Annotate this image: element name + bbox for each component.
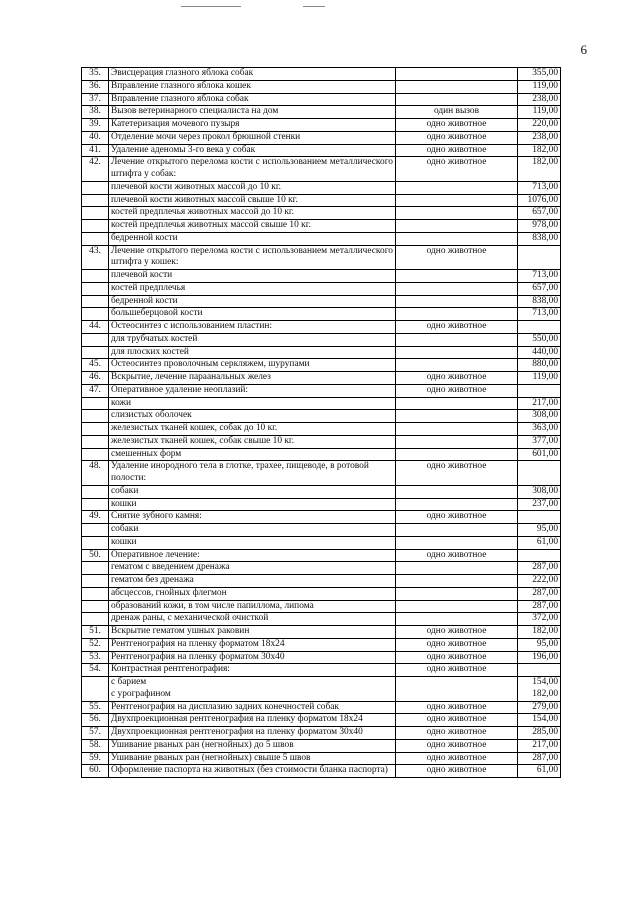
price-cell: 237,00 [518,498,561,511]
row-number-cell [82,600,109,613]
row-number-cell: 36. [82,80,109,93]
service-name-cell: для плоских костей [109,346,396,359]
unit-of-measure-cell [396,410,518,423]
service-name-cell: Лечение открытого перелома кости с использованием металлического штифта у собак: [109,157,396,182]
row-number-cell: 58. [82,739,109,752]
row-number-cell: 49. [82,511,109,524]
row-number-cell [82,295,109,308]
price-cell: 372,00 [518,613,561,626]
service-name-cell: Контрастная рентгенография: [109,664,396,677]
service-name-cell: большеберцовой кости [109,308,396,321]
price-cell [518,384,561,397]
row-number-cell [82,562,109,575]
table-row [82,485,561,498]
unit-of-measure-cell [396,677,518,702]
unit-of-measure-cell: одно животное [396,144,518,157]
row-number-cell: 48. [82,461,109,486]
service-name-cell: плечевой кости животных массой до 10 кг. [109,181,396,194]
scan-top-line-left [181,6,241,7]
table-row [82,461,561,486]
row-number-cell [82,435,109,448]
service-name-cell: дренаж раны, с механической очисткой [109,613,396,626]
unit-of-measure-cell [396,524,518,537]
service-name-cell: слизистых оболочек [109,410,396,423]
table-row [82,80,561,93]
service-name-cell: Вскрытие, лечение параанальных желез [109,372,396,385]
unit-of-measure-cell [396,587,518,600]
price-cell: 238,00 [518,131,561,144]
price-cell: 182,00 [518,144,561,157]
unit-of-measure-cell [396,308,518,321]
table-row [82,727,561,740]
table-row [82,194,561,207]
unit-of-measure-cell: одно животное [396,638,518,651]
price-table-body [82,68,561,778]
price-cell [518,461,561,486]
service-name-cell: Рентгенография на дисплазию задних конечностей собак [109,701,396,714]
service-name-cell: абсцессов, гнойных флегмон [109,587,396,600]
service-name-cell: Рентгенография на пленку форматом 30x40 [109,651,396,664]
row-number-cell: 57. [82,727,109,740]
service-name-cell: Отделение мочи через прокол брюшной стенки [109,131,396,144]
service-name-cell: костей предплечья животных массой до 10 кг. [109,207,396,220]
row-number-cell: 52. [82,638,109,651]
table-row [82,410,561,423]
unit-of-measure-cell [396,423,518,436]
price-cell: 657,00 [518,282,561,295]
table-row [82,575,561,588]
unit-of-measure-cell: одно животное [396,384,518,397]
unit-of-measure-cell [396,295,518,308]
row-number-cell: 59. [82,752,109,765]
price-cell: 550,00 [518,333,561,346]
price-cell: 713,00 [518,270,561,283]
service-name-cell: Двухпроекционная рентгенография на пленку форматом 18x24 [109,714,396,727]
table-row [82,397,561,410]
unit-of-measure-cell [396,498,518,511]
table-row [82,423,561,436]
row-number-cell: 55. [82,701,109,714]
service-name-cell: бедренной кости [109,232,396,245]
price-cell [518,245,561,270]
unit-of-measure-cell: одно животное [396,651,518,664]
row-number-cell [82,524,109,537]
unit-of-measure-cell [396,270,518,283]
row-number-cell: 37. [82,93,109,106]
row-number-cell [82,423,109,436]
table-row [82,119,561,132]
service-name-cell: Рентгенография на пленку форматом 18x24 [109,638,396,651]
row-number-cell [82,410,109,423]
price-cell: 287,00 [518,752,561,765]
row-number-cell [82,397,109,410]
unit-of-measure-cell [396,397,518,410]
unit-of-measure-cell [396,600,518,613]
table-row [82,220,561,233]
service-name-cell: Ушивание рваных ран (негнойных) до 5 швов [109,739,396,752]
service-name-cell: Катетеризация мочевого пузыря [109,119,396,132]
service-name-cell: Эвисцерация глазного яблока собак [109,68,396,81]
row-number-cell [82,498,109,511]
unit-of-measure-cell [396,68,518,81]
unit-of-measure-cell: одно животное [396,461,518,486]
page-number: 6 [580,42,587,57]
unit-of-measure-cell [396,575,518,588]
table-row [82,207,561,220]
row-number-cell [82,587,109,600]
unit-of-measure-cell [396,333,518,346]
row-number-cell: 35. [82,68,109,81]
table-row [82,752,561,765]
table-row [82,511,561,524]
price-cell: 238,00 [518,93,561,106]
price-cell: 713,00 [518,181,561,194]
unit-of-measure-cell: одно животное [396,119,518,132]
table-row [82,651,561,664]
price-cell: 308,00 [518,485,561,498]
unit-of-measure-cell [396,194,518,207]
price-cell: 287,00 [518,587,561,600]
price-cell: 217,00 [518,739,561,752]
row-number-cell: 42. [82,157,109,182]
row-number-cell [82,333,109,346]
row-number-cell [82,536,109,549]
price-cell: 154,00 [518,714,561,727]
price-cell: 287,00 [518,600,561,613]
unit-of-measure-cell [396,207,518,220]
row-number-cell [82,448,109,461]
service-name-cell: Вскрытие гематом ушных раковин [109,626,396,639]
service-name-cell: железистых тканей кошек, собак до 10 кг. [109,423,396,436]
service-name-cell: Оперативное удаление неоплазий: [109,384,396,397]
row-number-cell [82,270,109,283]
service-name-cell: Вызов ветеринарного специалиста на дом [109,106,396,119]
service-name-cell: собаки [109,524,396,537]
table-row [82,536,561,549]
service-name-cell: для трубчатых костей [109,333,396,346]
table-row [82,498,561,511]
price-cell: 287,00 [518,562,561,575]
unit-of-measure-cell: одно животное [396,131,518,144]
table-row [82,321,561,334]
price-cell [518,664,561,677]
service-name-cell: гематом с введением дренажа [109,562,396,575]
price-cell [518,677,561,702]
row-number-cell: 47. [82,384,109,397]
service-name-cell: собаки [109,485,396,498]
unit-of-measure-cell: одно животное [396,739,518,752]
price-cell: 308,00 [518,410,561,423]
service-name-cell: Вправление глазного яблока кошек [109,80,396,93]
service-name-cell: костей предплечья животных массой свыше 10 кг. [109,220,396,233]
price-cell: 119,00 [518,372,561,385]
service-name-cell: железистых тканей кошек, собак свыше 10 кг. [109,435,396,448]
price-cell: 355,00 [518,68,561,81]
scan-top-line-right [303,6,325,7]
unit-of-measure-cell: одно животное [396,549,518,562]
table-row [82,68,561,81]
row-number-cell [82,575,109,588]
price-cell: 182,00 [518,626,561,639]
unit-of-measure-cell: одно животное [396,752,518,765]
unit-of-measure-cell: одно животное [396,727,518,740]
row-number-cell: 56. [82,714,109,727]
unit-of-measure-cell [396,613,518,626]
row-number-cell: 41. [82,144,109,157]
price-cell [518,549,561,562]
row-number-cell [82,181,109,194]
unit-of-measure-cell [396,282,518,295]
table-row [82,562,561,575]
price-cell: 1076,00 [518,194,561,207]
price-cell [518,511,561,524]
table-row [82,295,561,308]
price-cell: 61,00 [518,536,561,549]
price-cell: 222,00 [518,575,561,588]
row-number-cell [82,308,109,321]
price-cell: 713,00 [518,308,561,321]
table-row [82,131,561,144]
service-name-cell: Остеосинтез проволочным серкляжем, шурупами [109,359,396,372]
row-number-cell: 60. [82,765,109,778]
service-name-cell: кожи [109,397,396,410]
price-cell: 880,00 [518,359,561,372]
unit-of-measure-cell [396,485,518,498]
table-row [82,333,561,346]
unit-of-measure-cell: одно животное [396,664,518,677]
unit-of-measure-cell: одно животное [396,714,518,727]
row-number-cell [82,677,109,702]
unit-of-measure-cell: одно животное [396,321,518,334]
table-row [82,346,561,359]
table-row [82,600,561,613]
row-number-cell: 45. [82,359,109,372]
table-row [82,157,561,182]
table-row [82,677,561,702]
price-cell: 838,00 [518,232,561,245]
table-row [82,308,561,321]
service-name-cell: Ушивание рваных ран (негнойных) свыше 5 швов [109,752,396,765]
price-cell: 978,00 [518,220,561,233]
table-row [82,359,561,372]
table-row [82,106,561,119]
price-cell: 220,00 [518,119,561,132]
table-row [82,372,561,385]
row-number-cell [82,207,109,220]
unit-of-measure-cell [396,93,518,106]
unit-of-measure-cell [396,448,518,461]
service-name-cell: Оперативное лечение: [109,549,396,562]
row-number-cell: 46. [82,372,109,385]
row-number-cell: 51. [82,626,109,639]
unit-of-measure-cell [396,181,518,194]
unit-of-measure-cell: одно животное [396,701,518,714]
price-line: 182,00 [532,688,558,699]
price-cell: 363,00 [518,423,561,436]
price-line: 154,00 [532,677,558,687]
table-row [82,739,561,752]
service-name-cell: Удаление аденомы 3-го века у собак [109,144,396,157]
table-row [82,245,561,270]
table-row [82,701,561,714]
price-cell: 279,00 [518,701,561,714]
table-row [82,144,561,157]
table-row [82,282,561,295]
row-number-cell [82,194,109,207]
service-name-cell: гематом без дренажа [109,575,396,588]
row-number-cell: 40. [82,131,109,144]
price-cell: 217,00 [518,397,561,410]
price-cell [518,321,561,334]
unit-of-measure-cell: один вызов [396,106,518,119]
service-name-cell: плечевой кости животных массой свыше 10 кг. [109,194,396,207]
table-row [82,93,561,106]
unit-of-measure-cell: одно животное [396,511,518,524]
unit-of-measure-cell: одно животное [396,157,518,182]
unit-of-measure-cell [396,359,518,372]
table-row [82,448,561,461]
unit-of-measure-cell [396,232,518,245]
row-number-cell: 50. [82,549,109,562]
table-row [82,765,561,778]
service-name-line: с урографином [111,688,171,699]
price-cell: 440,00 [518,346,561,359]
row-number-cell [82,220,109,233]
price-cell: 95,00 [518,524,561,537]
price-cell: 377,00 [518,435,561,448]
service-name-cell: кошки [109,536,396,549]
service-name-cell: Лечение открытого перелома кости с использованием металлического штифта у кошек: [109,245,396,270]
table-row [82,549,561,562]
table-row [82,270,561,283]
table-row [82,714,561,727]
price-cell: 285,00 [518,727,561,740]
service-name-cell [109,677,396,702]
table-row [82,664,561,677]
price-cell: 119,00 [518,106,561,119]
table-row [82,232,561,245]
row-number-cell [82,282,109,295]
table-row [82,626,561,639]
unit-of-measure-cell: одно животное [396,626,518,639]
unit-of-measure-cell [396,435,518,448]
service-name-cell: костей предплечья [109,282,396,295]
price-cell: 657,00 [518,207,561,220]
price-cell: 601,00 [518,448,561,461]
price-cell: 119,00 [518,80,561,93]
unit-of-measure-cell: одно животное [396,765,518,778]
table-row [82,587,561,600]
row-number-cell: 53. [82,651,109,664]
price-cell: 196,00 [518,651,561,664]
table-row [82,524,561,537]
service-name-cell: Остеосинтез с использованием пластин: [109,321,396,334]
table-row [82,435,561,448]
service-name-cell: Двухпроекционная рентгенография на пленку форматом 30x40 [109,727,396,740]
row-number-cell: 39. [82,119,109,132]
unit-of-measure-cell [396,80,518,93]
table-row [82,384,561,397]
service-name-cell: образований кожи, в том числе папиллома, липома [109,600,396,613]
row-number-cell [82,232,109,245]
unit-of-measure-cell: одно животное [396,245,518,270]
service-name-cell: Оформление паспорта на животных (без стоимости бланка паспорта) [109,765,396,778]
price-cell: 61,00 [518,765,561,778]
unit-of-measure-cell [396,536,518,549]
price-cell: 95,00 [518,638,561,651]
service-name-cell: плечевой кости [109,270,396,283]
unit-of-measure-cell [396,220,518,233]
row-number-cell: 54. [82,664,109,677]
price-table [81,67,561,778]
row-number-cell [82,485,109,498]
table-row [82,181,561,194]
service-name-cell: Вправление глазного яблока собак [109,93,396,106]
row-number-cell: 43. [82,245,109,270]
row-number-cell [82,613,109,626]
price-cell: 838,00 [518,295,561,308]
unit-of-measure-cell [396,562,518,575]
row-number-cell: 44. [82,321,109,334]
service-name-cell: кошки [109,498,396,511]
service-name-cell: Удаление инородного тела в глотке, трахее, пищеводе, в ротовой полости: [109,461,396,486]
service-name-cell: бедренной кости [109,295,396,308]
unit-of-measure-cell [396,346,518,359]
service-name-cell: Снятие зубного камня: [109,511,396,524]
table-row [82,613,561,626]
service-name-line: с барием [111,677,147,687]
table-row [82,638,561,651]
service-name-cell: смешенных форм [109,448,396,461]
unit-of-measure-cell: одно животное [396,372,518,385]
row-number-cell: 38. [82,106,109,119]
row-number-cell [82,346,109,359]
price-cell: 182,00 [518,157,561,182]
